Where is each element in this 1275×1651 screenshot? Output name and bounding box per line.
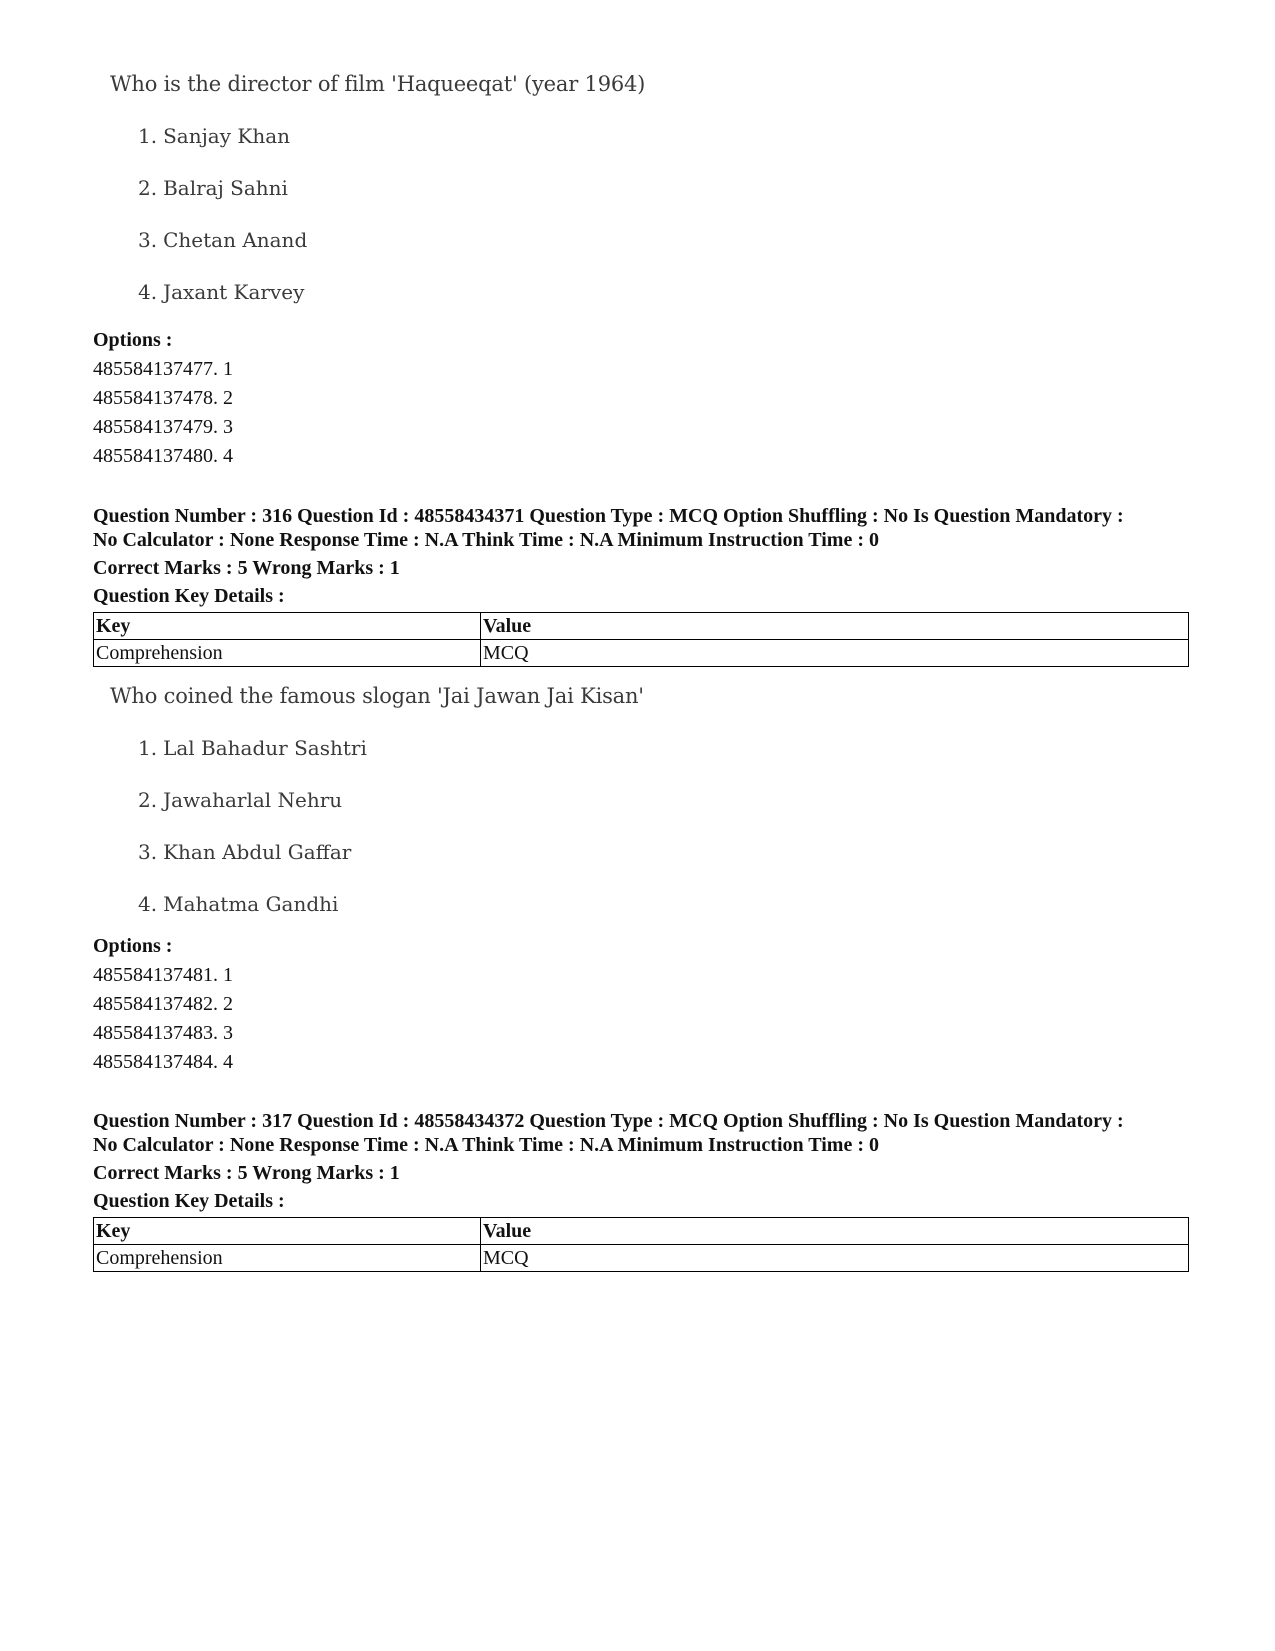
cell-key: Comprehension (94, 640, 481, 667)
cell-value: MCQ (481, 640, 1189, 667)
option-id: 485584137478. 2 (93, 387, 233, 409)
meta-line: Question Number : 316 Question Id : 48558434371 Question Type : MCQ Option Shuffling : No Is Question Mandatory : (93, 505, 1124, 527)
question-meta-317 (93, 1109, 1193, 1213)
option-id: 485584137484. 4 (93, 1051, 233, 1073)
header-value: Value (481, 1218, 1189, 1245)
cell-key: Comprehension (94, 1245, 481, 1272)
choice-item: 4. Mahatma Gandhi (138, 892, 339, 916)
options-label: Options : (93, 329, 173, 351)
question-text: Who coined the famous slogan 'Jai Jawan Jai Kisan' (110, 684, 644, 708)
question-image-315 (110, 72, 646, 304)
meta-line: No Calculator : None Response Time : N.A Think Time : N.A Minimum Instruction Time : 0 (93, 529, 879, 551)
table-header-row (94, 613, 1189, 640)
choice-item: 3. Khan Abdul Gaffar (138, 840, 352, 864)
choice-item: 1. Lal Bahadur Sashtri (138, 736, 367, 760)
option-id: 485584137483. 3 (93, 1022, 233, 1044)
option-id: 485584137482. 2 (93, 993, 233, 1015)
marks-line: Correct Marks : 5 Wrong Marks : 1 (93, 557, 400, 579)
key-details-table-317 (93, 1217, 1189, 1272)
question-image-316 (110, 684, 644, 916)
options-label: Options : (93, 935, 173, 957)
question-meta-316 (93, 504, 1193, 608)
choice-item: 1. Sanjay Khan (138, 124, 291, 148)
table-row (94, 640, 1189, 667)
header-key: Key (94, 613, 481, 640)
choice-item: 3. Chetan Anand (138, 228, 308, 252)
cell-value: MCQ (481, 1245, 1189, 1272)
options-block-316 (93, 932, 1193, 1077)
question-text: Who is the director of film 'Haqueeqat' (year 1964) (110, 72, 646, 96)
key-details-label: Question Key Details : (93, 1190, 285, 1212)
choice-item: 2. Balraj Sahni (138, 176, 288, 200)
options-block-315 (93, 326, 1193, 471)
key-details-table-316 (93, 612, 1189, 667)
meta-line: No Calculator : None Response Time : N.A Think Time : N.A Minimum Instruction Time : 0 (93, 1134, 879, 1156)
option-id: 485584137480. 4 (93, 445, 233, 467)
option-id: 485584137477. 1 (93, 358, 233, 380)
choice-item: 4. Jaxant Karvey (138, 280, 305, 304)
marks-line: Correct Marks : 5 Wrong Marks : 1 (93, 1162, 400, 1184)
option-id: 485584137479. 3 (93, 416, 233, 438)
meta-line: Question Number : 317 Question Id : 48558434372 Question Type : MCQ Option Shuffling : No Is Question Mandatory : (93, 1110, 1124, 1132)
choice-item: 2. Jawaharlal Nehru (138, 788, 343, 812)
header-value: Value (481, 613, 1189, 640)
key-details-label: Question Key Details : (93, 585, 285, 607)
table-header-row (94, 1218, 1189, 1245)
option-id: 485584137481. 1 (93, 964, 233, 986)
header-key: Key (94, 1218, 481, 1245)
table-row (94, 1245, 1189, 1272)
